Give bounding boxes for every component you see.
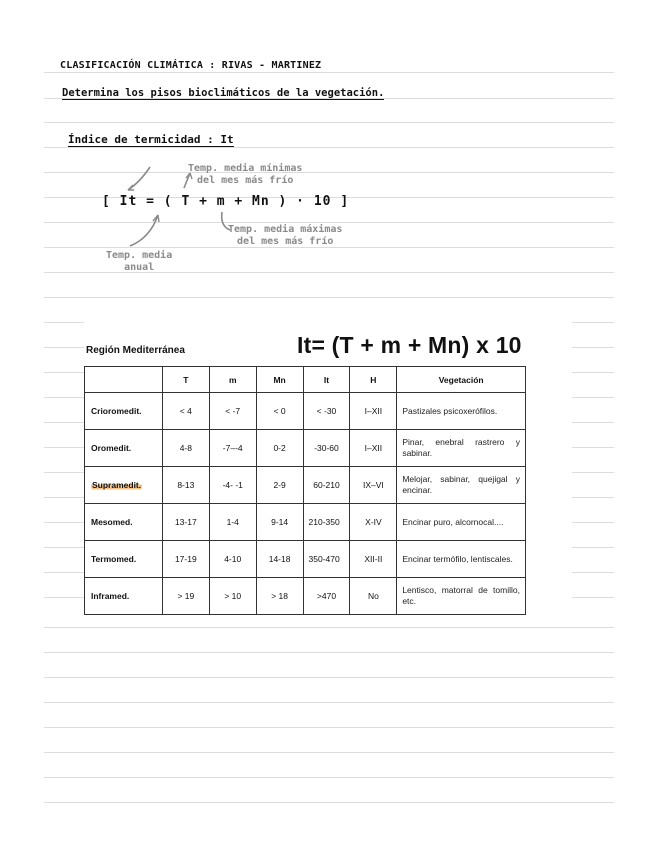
zone-name: Mesomed. [85, 504, 163, 541]
cell-It: -30-60 [303, 430, 350, 467]
cell-It: 210-350 [303, 504, 350, 541]
table-row [85, 393, 526, 430]
cell-vegetacion: Melojar, sabinar, quejigal y encinar. [397, 467, 526, 504]
header-T: T [162, 367, 209, 393]
thermicity-formula: It= (T + m + Mn) x 10 [297, 332, 522, 358]
cell-H: X-IV [350, 504, 397, 541]
zone-name-highlighted [85, 467, 163, 504]
cell-m: < -7 [209, 393, 256, 430]
cell-Mn: > 18 [256, 578, 303, 615]
bioclimatic-table [84, 366, 526, 615]
table-row [85, 504, 526, 541]
cell-Mn: < 0 [256, 393, 303, 430]
cell-vegetacion: Lentisco, matorral de tomillo, etc. [397, 578, 526, 615]
cell-H: I–XII [350, 430, 397, 467]
cell-It: >470 [303, 578, 350, 615]
annotation-anual-line-1: Temp. media [106, 250, 173, 261]
cell-H: I–XII [350, 393, 397, 430]
annotation-max-line-1: Temp. media máximas [228, 224, 343, 235]
cell-m: -4- -1 [209, 467, 256, 504]
cell-m: > 10 [209, 578, 256, 615]
table-header-row [85, 367, 526, 393]
cell-It: < -30 [303, 393, 350, 430]
table-row [85, 430, 526, 467]
cell-Mn: 9-14 [256, 504, 303, 541]
zone-name: Termomed. [85, 541, 163, 578]
zone-name: Inframed. [85, 578, 163, 615]
zone-name: Oromedit. [85, 430, 163, 467]
header-m: m [209, 367, 256, 393]
cell-H: XII-II [350, 541, 397, 578]
zone-name: Crioromedit. [85, 393, 163, 430]
cell-Mn: 0-2 [256, 430, 303, 467]
header-zone [85, 367, 163, 393]
annotation-anual-line-2: anual [124, 262, 155, 273]
handwritten-formula: [ It = ( T + m + Mn ) · 10 ] [102, 194, 350, 209]
subtitle-text: Determina los pisos bioclimáticos de la vegetación. [62, 87, 385, 99]
cell-m: 1-4 [209, 504, 256, 541]
arrow-to-T-head [128, 185, 134, 190]
header-Mn: Mn [256, 367, 303, 393]
cell-T: > 19 [162, 578, 209, 615]
header-It: It [303, 367, 350, 393]
cell-vegetacion: Encinar termófilo, lentiscales. [397, 541, 526, 578]
cell-T: 13-17 [162, 504, 209, 541]
annotation-min-line-2: del mes más frío [197, 175, 294, 186]
cell-Mn: 14-18 [256, 541, 303, 578]
cell-H: IX–VI [350, 467, 397, 504]
cell-It: 350-470 [303, 541, 350, 578]
cell-vegetacion: Encinar puro, alcornocal.... [397, 504, 526, 541]
cell-T: 4-8 [162, 430, 209, 467]
page-title: CLASIFICACIÓN CLIMÁTICA : RIVAS - MARTINEZ [60, 60, 322, 71]
cell-Mn: 2-9 [256, 467, 303, 504]
cell-m: -7–-4 [209, 430, 256, 467]
table-row [85, 578, 526, 615]
annotation-max-line-2: del mes más frío [237, 236, 334, 247]
highlighted-zone-text: Supramedit. [92, 480, 142, 490]
cell-m: 4-10 [209, 541, 256, 578]
table-row [85, 467, 526, 504]
cell-T: 8-13 [162, 467, 209, 504]
arrow-to-m [184, 173, 190, 188]
header-vegetacion: Vegetación [397, 367, 526, 393]
annotation-min-line-1: Temp. media mínimas [188, 163, 303, 174]
indice-text: Índice de termicidad : It [68, 133, 234, 146]
table-row [85, 541, 526, 578]
cell-vegetacion: Pastizales psicoxerófilos. [397, 393, 526, 430]
cell-T: 17-19 [162, 541, 209, 578]
cell-vegetacion: Pinar, enebral rastrero y sabinar. [397, 430, 526, 467]
header-H: H [350, 367, 397, 393]
cell-H: No [350, 578, 397, 615]
cell-T: < 4 [162, 393, 209, 430]
cell-It: 60-210 [303, 467, 350, 504]
arrow-from-Mn [222, 212, 230, 230]
region-title: Región Mediterránea [86, 345, 185, 356]
